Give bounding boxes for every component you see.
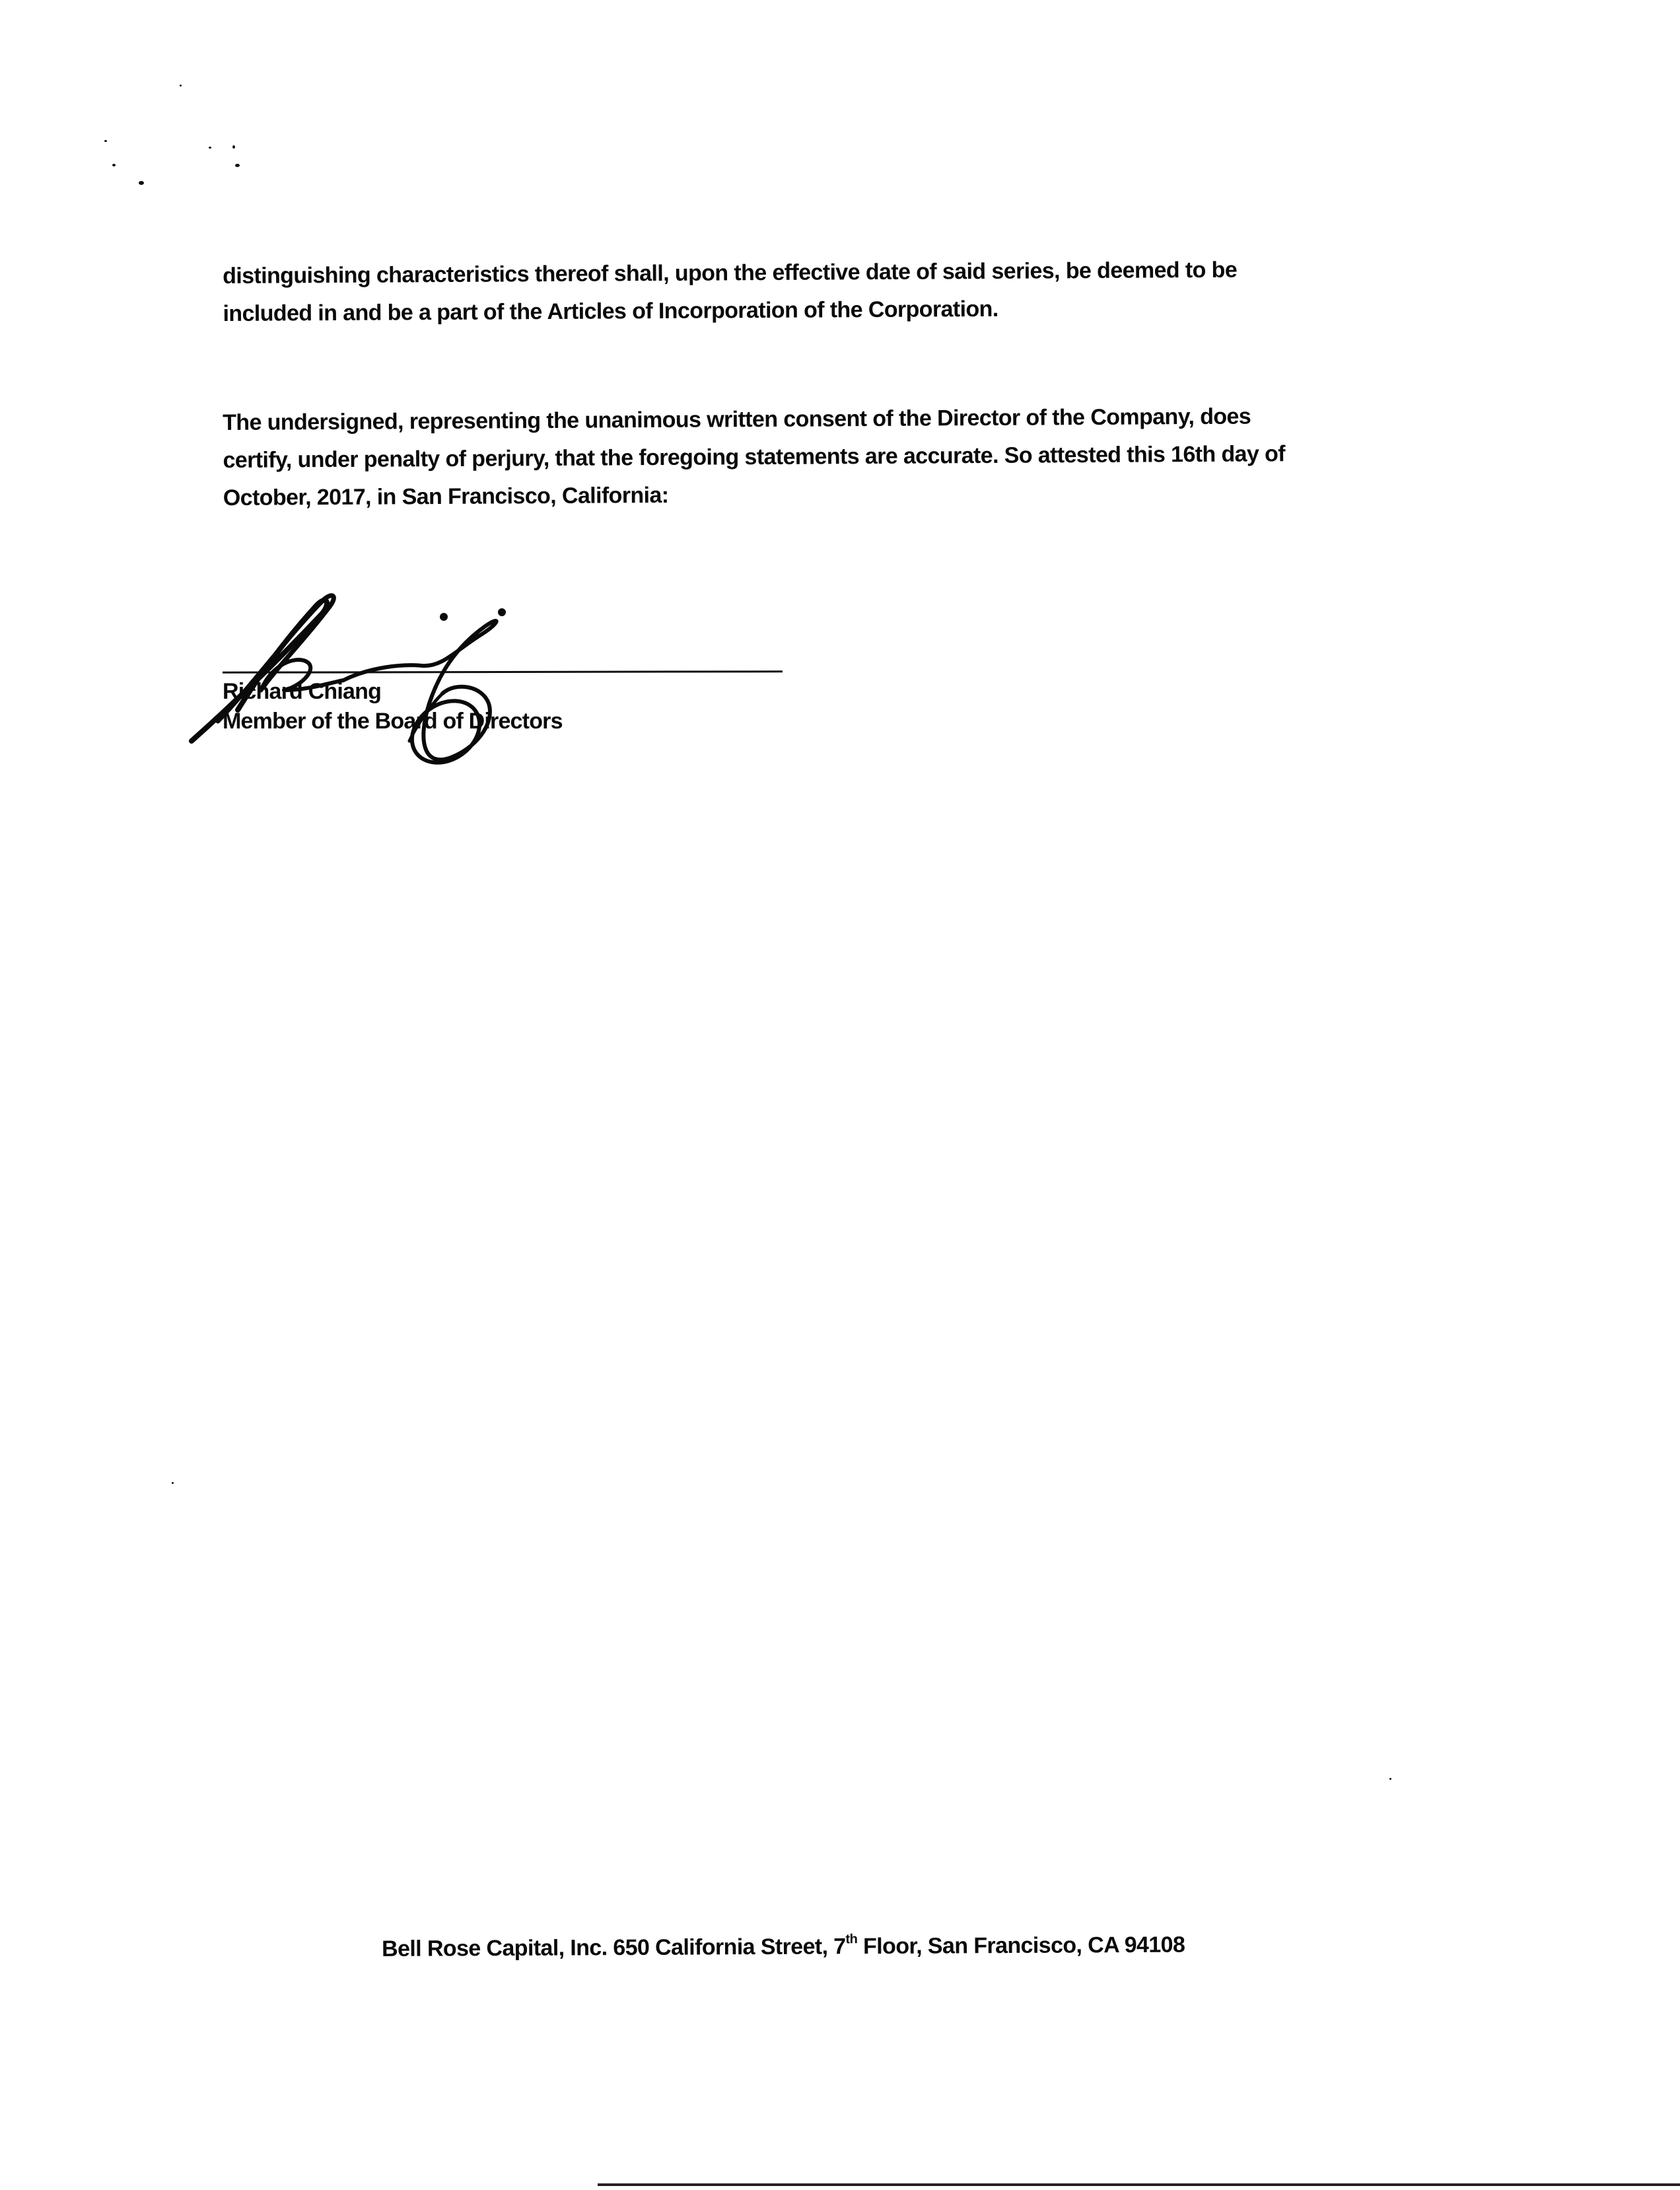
scan-speck [232, 145, 235, 149]
paragraph-line: The undersigned, representing the unanimous written consent of the Director of the Company, does [223, 404, 1251, 435]
footer-ordinal-suffix: th [845, 1931, 858, 1946]
body-paragraph-continuation [223, 252, 1238, 333]
scan-speck [172, 1482, 174, 1484]
scan-speck [1389, 1778, 1391, 1780]
paragraph-line: included in and be a part of the Articles of Incorporation of the Corporation. [223, 296, 998, 326]
signer-name: Richard Chiang [223, 679, 382, 704]
company-address-footer [382, 1932, 1185, 1962]
paragraph-line: October, 2017, in San Francisco, California: [223, 482, 669, 511]
scan-speck [180, 85, 182, 87]
paragraph-line: distinguishing characteristics thereof shall, upon the effective date of said series, be deemed to be [223, 257, 1238, 289]
attestation-paragraph [223, 398, 1285, 517]
signer-title: Member of the Board of Directors [223, 709, 563, 734]
scan-speck [209, 147, 211, 149]
handwritten-signature [178, 568, 654, 786]
paragraph-line: certify, under penalty of perjury, that the foregoing statements are accurate. So attested this 16th day of [223, 441, 1286, 473]
scan-speck [235, 164, 240, 167]
scan-edge-bar [598, 2183, 1680, 2186]
scan-speck [139, 181, 144, 185]
scan-speck [112, 164, 116, 166]
footer-text-end: Floor, San Francisco, CA 94108 [857, 1932, 1185, 1960]
scan-speck [104, 140, 107, 142]
footer-text-start: Bell Rose Capital, Inc. 650 California Street, 7 [382, 1934, 846, 1961]
